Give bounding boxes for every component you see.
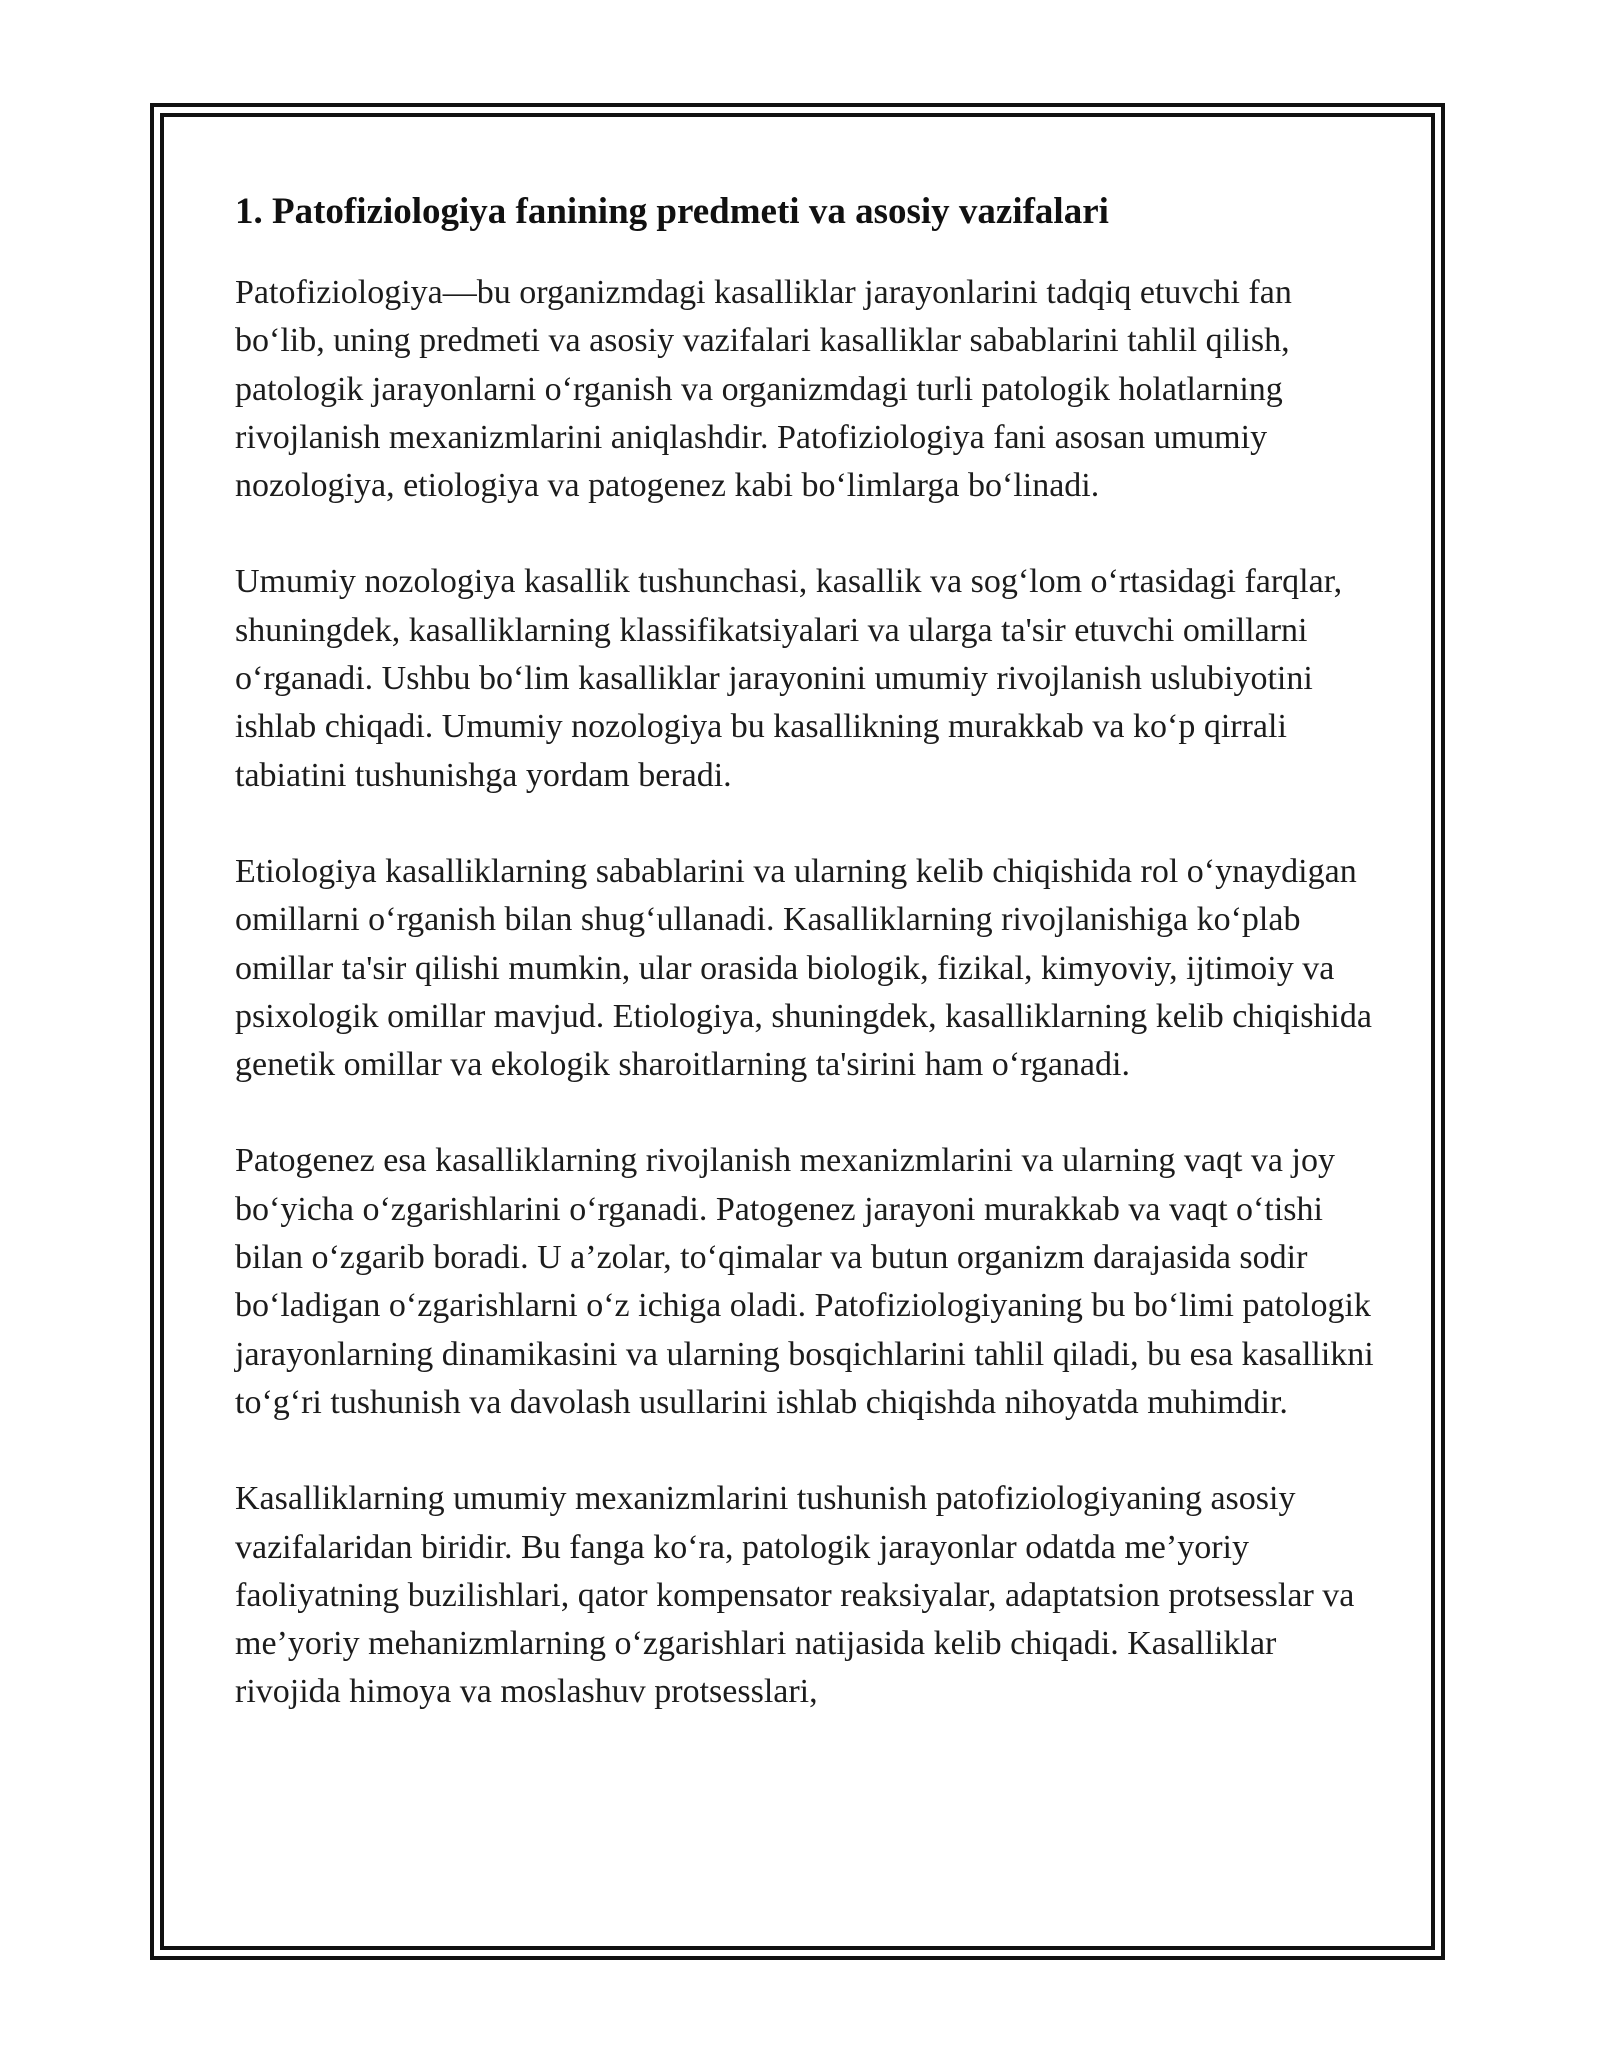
paragraph-mechanisms: Kasalliklarning umumiy mexanizmlarini tushunish patofiziologiyaning asosiy vazifalaridan biridir. Bu fanga ko‘ra, patologik jarayonlar odatda me’yoriy faoliyatning buzilishlari, qator kompensator reaksiyalar, adaptatsion protsesslar va me’yoriy mehanizmlarning o‘zgarishlari natijasida kelib chiqadi. Kasalliklar rivojida himoya va moslashuv protsesslari, [235, 1480, 1355, 1711]
paragraph-pathogenesis: Patogenez esa kasalliklarning rivojlanish mexanizmlarini va ularning vaqt va joy bo‘yicha o‘zgarishlarini o‘rganadi. Patogenez jarayoni murakkab va vaqt o‘tishi bilan o‘zgarib boradi. U a’zolar, to‘qimalar va butun organizm darajasida sodir bo‘ladigan o‘zgarishlarni o‘z ichiga oladi. Patofiziologiyaning bu bo‘limi patologik jarayonlarning dinamikasini va ularning bosqichlarini tahlil qiladi, bu esa kasallikni to‘g‘ri tushunish va davolash usullarini ishlab chiqishda nihoyatda muhimdir. [235, 1142, 1374, 1421]
paragraph-etiology: Etiologiya kasalliklarning sabablarini va ularning kelib chiqishida rol o‘ynaydigan omillarni o‘rganish bilan shug‘ullanadi. Kasalliklarning rivojlanishiga ko‘plab omillar ta'sir qilishi mumkin, ular orasida biologik, fizikal, kimyoviy, ijtimoiy va psixologik omillar mavjud. Etiologiya, shuningdek, kasalliklarning kelib chiqishida genetik omillar va ekologik sharoitlarning ta'sirini ham o‘rganadi. [235, 852, 1372, 1084]
document-body [235, 183, 1375, 1765]
paragraph-intro: Patofiziologiya—bu organizmdagi kasalliklar jarayonlarini tadqiq etuvchi fan bo‘lib, uning predmeti va asosiy vazifalari kasalliklar sabablarini tahlil qilish, patologik jarayonlarni o‘rganish va organizmdagi turli patologik holatlarning rivojlanish mexanizmlarini aniqlashdir. Patofiziologiya fani asosan umumiy nozologiya, etiologiya va patogenez kabi bo‘limlarga bo‘linadi. [235, 274, 1292, 505]
paragraph-nosology: Umumiy nozologiya kasallik tushunchasi, kasallik va sog‘lom o‘rtasidagi farqlar, shuningdek, kasalliklarning klassifikatsiyalari va ularga ta'sir etuvchi omillarni o‘rganadi. Ushbu bo‘lim kasalliklar jarayonini umumiy rivojlanish uslubiyotini ishlab chiqadi. Umumiy nozologiya bu kasallikning murakkab va ko‘p qirrali tabiatini tushunishga yordam beradi. [235, 563, 1343, 794]
section-title: 1. Patofiziologiya fanining predmeti va asosiy vazifalari [235, 191, 1109, 232]
